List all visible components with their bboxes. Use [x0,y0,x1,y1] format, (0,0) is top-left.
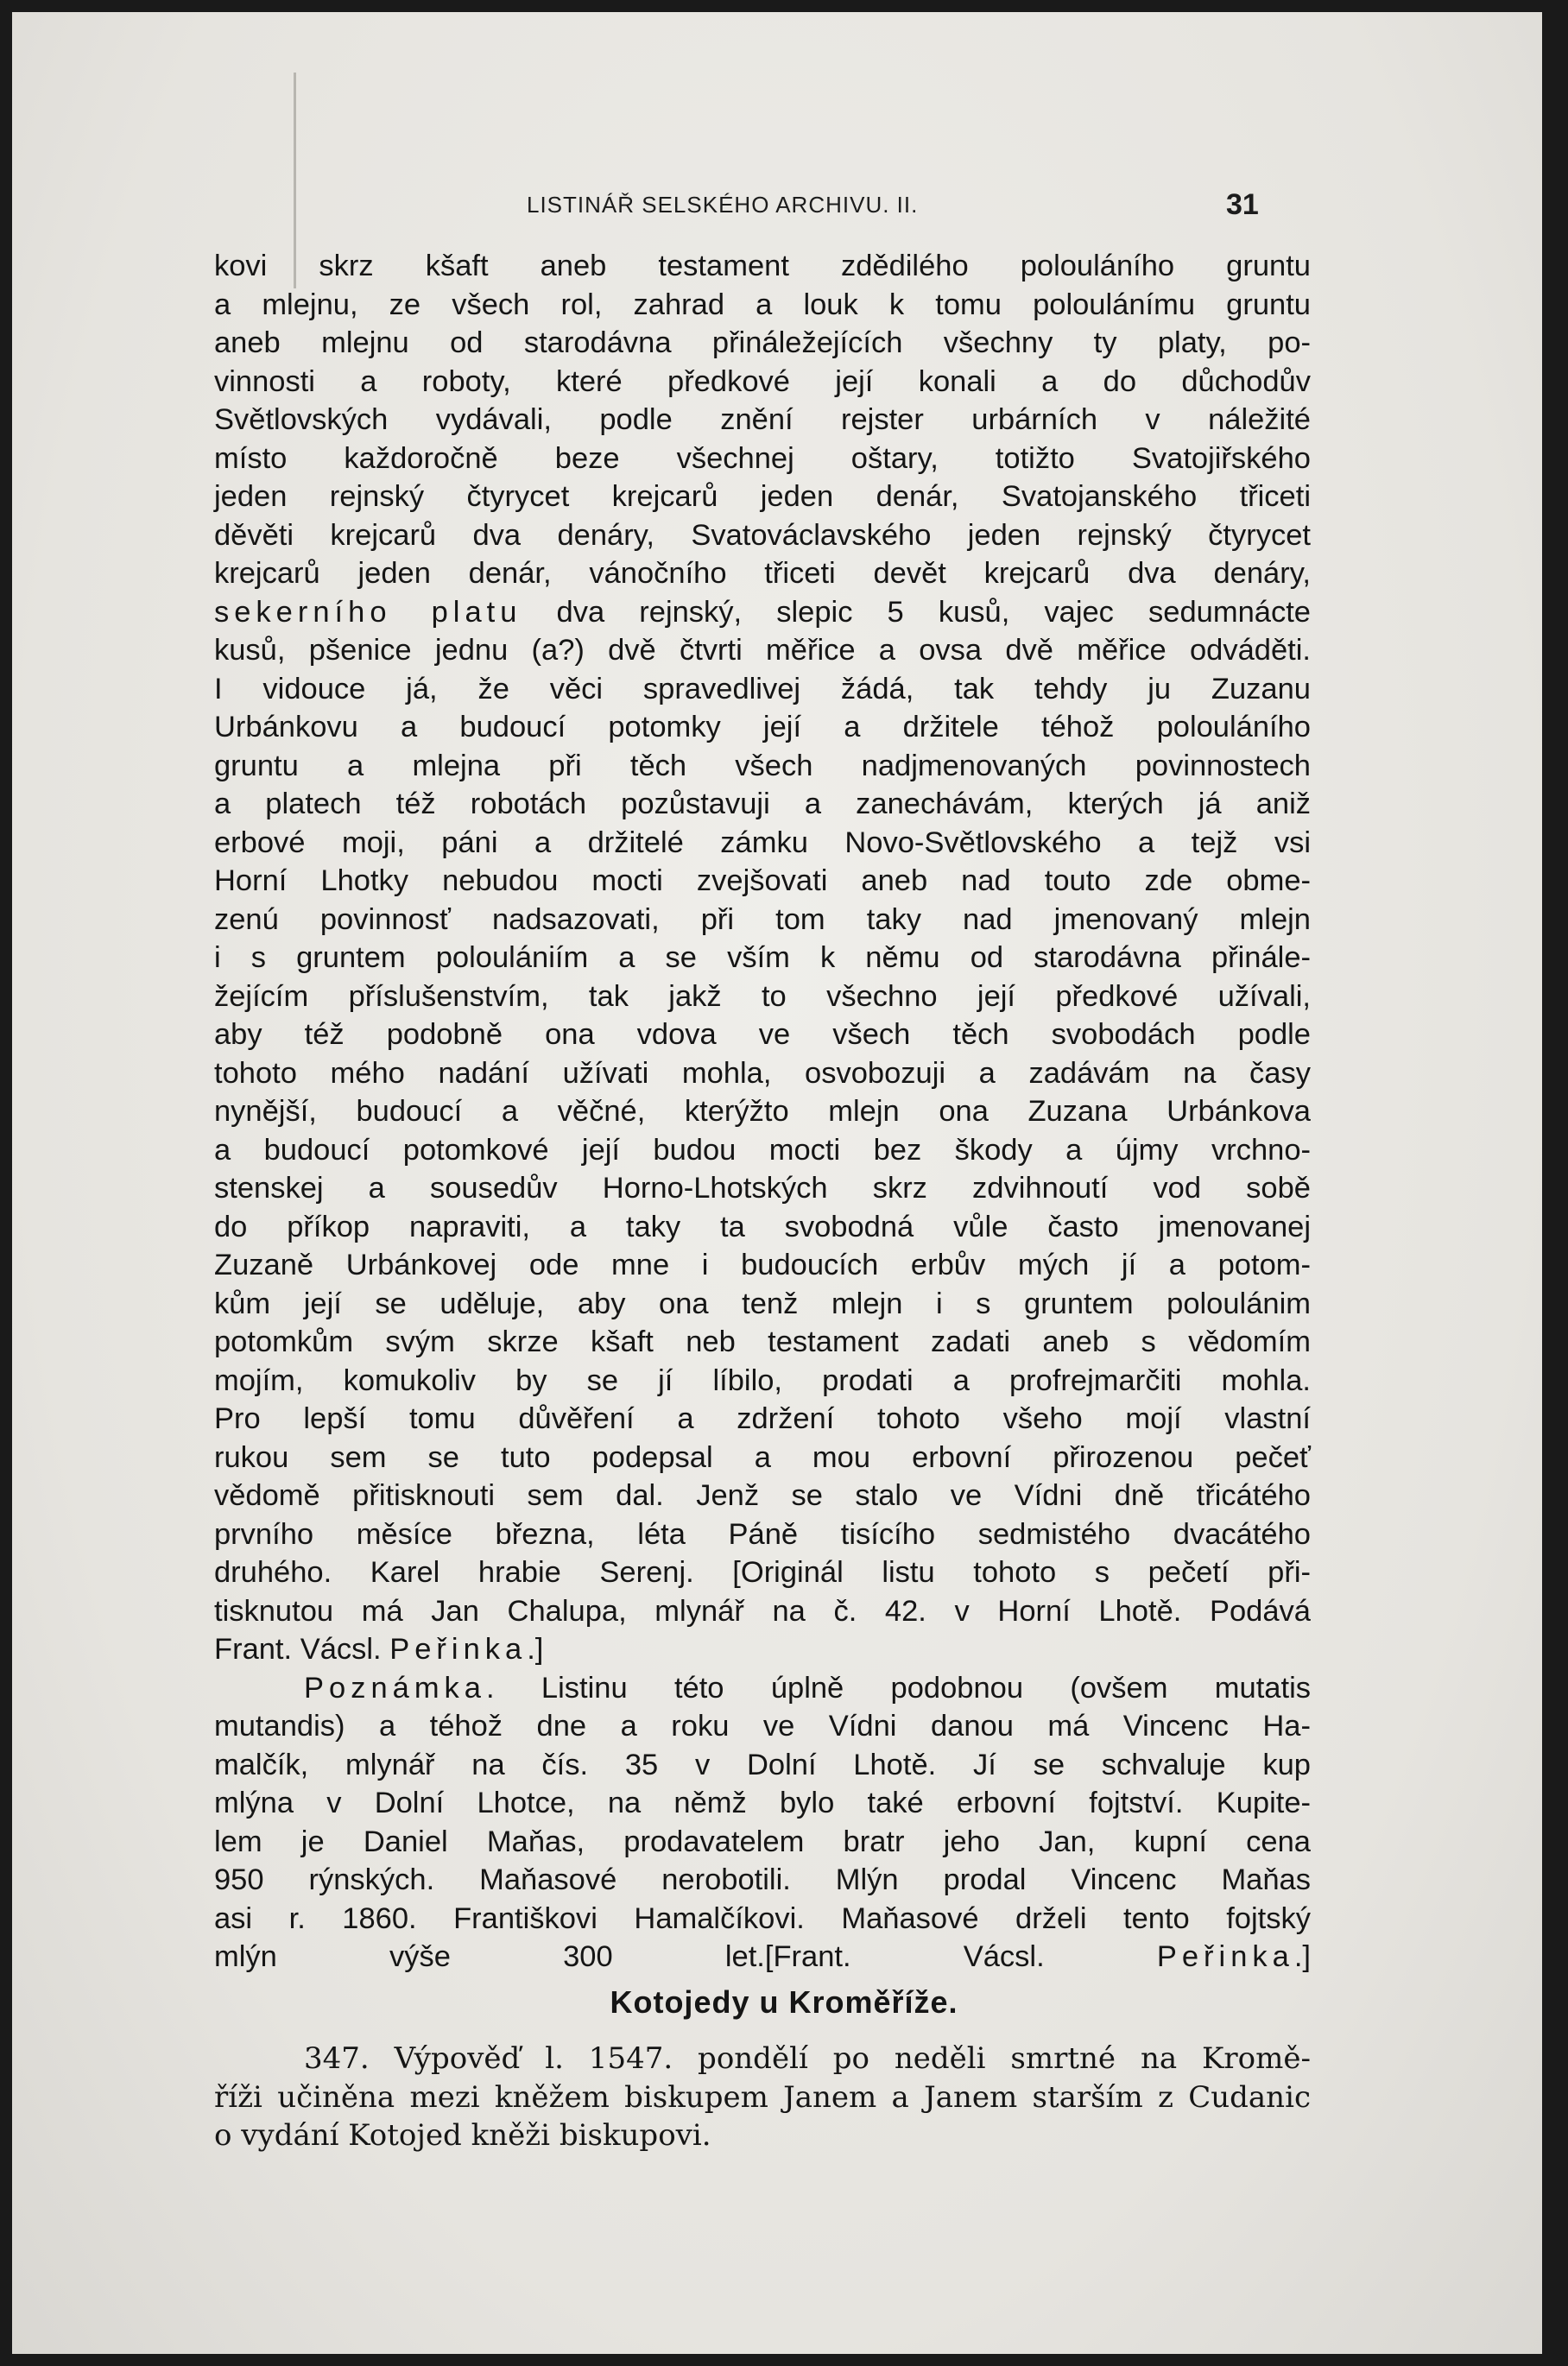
note-line: mutandis) a téhož dne a roku ve Vídni danou má Vincenc Ha- [214,1710,1311,1743]
text-line: mojím, komukoliv by se jí líbilo, prodati a profrejmarčiti mohla. [214,1363,1311,1397]
text-line: Horní Lhotky nebudou mocti zvejšovati aneb nad touto zde obme- [214,864,1311,897]
section-heading: Kotojedy u Kroměříže. [610,1984,958,2020]
text-line: a budoucí potomkové její budou mocti bez škody a újmy vrchno- [214,1133,1311,1167]
note-line: malčík, mlynář na čís. 35 v Dolní Lhotě. Jí se schvaluje kup [214,1748,1311,1781]
text-fragment: . Listinu této úplně podobnou (ovšem mutatis [486,1671,1311,1705]
text-line [214,593,1311,632]
text-line [214,1630,1311,1669]
text-line: potomkům svým skrze kšaft neb testament zadati aneb s vědomím [214,1325,1311,1358]
spaced-name: Peřinka [389,1633,528,1666]
text-line: tisknutou má Jan Chalupa, mlynář na č. 42. v Horní Lhotě. Podává [214,1594,1311,1628]
text-line: děvěti krejcarů dva denáry, Svatováclavského jeden rejnský čtyrycet [214,518,1311,552]
text-line: místo každoročně beze všechnej oštary, totižto Svatojiřského [214,441,1311,475]
text-line: nynější, budoucí a věčné, kterýžto mlejn ona Zuzana Urbánkova [214,1095,1311,1128]
text-line: rukou sem se tuto podepsal a mou erbovní přirozenou pečeť [214,1440,1311,1474]
note-line: asi r. 1860. Františkovi Hamalčíkovi. Maňasové drželi tento fojtský [214,1901,1311,1935]
entry-text [214,2040,1311,2155]
spaced-name: Peřinka [1156,1940,1294,1973]
note-line: lem je Daniel Maňas, prodavatelem bratr jeho Jan, kupní cena [214,1825,1311,1858]
entry-line: říži učiněna mezi kněžem biskupem Janem a Janem starším z Cudanic [214,2079,1311,2115]
text-line: kům její se uděluje, aby ona tenž mlejn i s gruntem poloulánim [214,1287,1311,1320]
running-head: LISTINÁŘ SELSKÉHO ARCHIVU. II. [527,192,919,218]
text-fragment: mlýn výše 300 let. [214,1940,765,1973]
text-line: druhého. Karel hrabie Serenj. [Originál listu tohoto s pečetí při- [214,1556,1311,1589]
text-line: do příkop napraviti, a taky ta svobodná vůle často jmenovanej [214,1210,1311,1243]
text-line: I vidouce já, že věci spravedlivej žádá, tak tehdy ju Zuzanu [214,672,1311,705]
text-line: zenú povinnosť nadsazovati, při tom taky nad jmenovaný mlejn [214,902,1311,936]
document-body [214,247,1311,1977]
text-line: kusů, pšenice jednu (a?) dvě čtvrti měřice a ovsa dvě měřice odváděti. [214,634,1311,667]
note-label: Poznámka [304,1671,486,1705]
entry-line: 347. Výpověď l. 1547. pondělí po neděli smrtné na Kromě- [304,2041,1311,2076]
note-line: mlýna v Dolní Lhotce, na němž bylo také erbovní fojtství. Kupite- [214,1787,1311,1819]
text-line: prvního měsíce března, léta Páně tisícího sedmistého dvacátého [214,1517,1311,1551]
text-fragment: .] [1293,1940,1312,1973]
note-line: 950 rýnských. Maňasové nerobotili. Mlýn prodal Vincenc Maňas [214,1863,1311,1896]
text-line: a platech též robotách pozůstavuji a zanechávám, kterých já aniž [214,788,1311,820]
text-line: aby též podobně ona vdova ve všech těch svobodách podle [214,1018,1311,1051]
text-fragment: [Frant. Vácsl. [764,1940,1157,1973]
text-line: Světlovských vydávali, podle znění rejster urbárních v náležité [214,403,1311,436]
text-line: krejcarů jeden denár, vánočního třiceti devět krejcarů dva denáry, [214,557,1311,590]
text-line: aneb mlejnu od starodávna přináležejících všechny ty platy, po- [214,326,1311,359]
entry-line: o vydání Kotojed kněži biskupovi. [214,2118,711,2153]
text-line: gruntu a mlejna při těch všech nadjmenovaných povinnostech [214,749,1311,782]
text-line: kovi skrz kšaft aneb testament zdědilého polouláního gruntu [214,250,1311,282]
text-line: a mlejnu, ze všech rol, zahrad a louk k tomu poloulánímu gruntu [214,288,1311,321]
spaced-term: sekerního platu [214,595,522,629]
note-signature [765,1940,1311,1973]
text-line: i s gruntem poloulániím a se vším k němu od starodávna přinále- [214,941,1311,974]
text-line: jeden rejnský čtyrycet krejcarů jeden denár, Svatojanského třiceti [214,480,1311,513]
text-line: vinnosti a roboty, které předkové její konali a do důchodův [214,364,1311,398]
text-line: žejícím příslušenstvím, tak jakž to všechno její předkové užívali, [214,979,1311,1013]
page-number: 31 [1226,188,1259,221]
text-line: Pro lepší tomu důvěření a zdržení tohoto všeho mojí vlastní [214,1402,1311,1435]
text-line: stenskej a sousedův Horno-Lhotských skrz zdvihnoutí vod sobě [214,1172,1311,1205]
text-fragment: .] [527,1633,544,1666]
text-line: Zuzaně Urbánkovej ode mne i budoucích erbův mých jí a potom- [214,1249,1311,1281]
text-line: erbové moji, páni a držitelé zámku Novo-Světlovského a tejž vsi [214,826,1311,859]
note-line [214,1669,1311,1708]
text-fragment: Frant. Vácsl. [214,1633,390,1666]
text-line: vědomě přitisknouti sem dal. Jenž se stalo ve Vídni dně třicátého [214,1479,1311,1512]
text-line: Urbánkovu a budoucí potomky její a držitele téhož polouláního [214,711,1311,743]
note-line [214,1938,1311,1977]
text-fragment: dva rejnský, slepic 5 kusů, vajec sedumnácte [522,595,1311,629]
text-line: tohoto mého nadání užívati mohla, osvobozuji a zadávám na časy [214,1056,1311,1090]
